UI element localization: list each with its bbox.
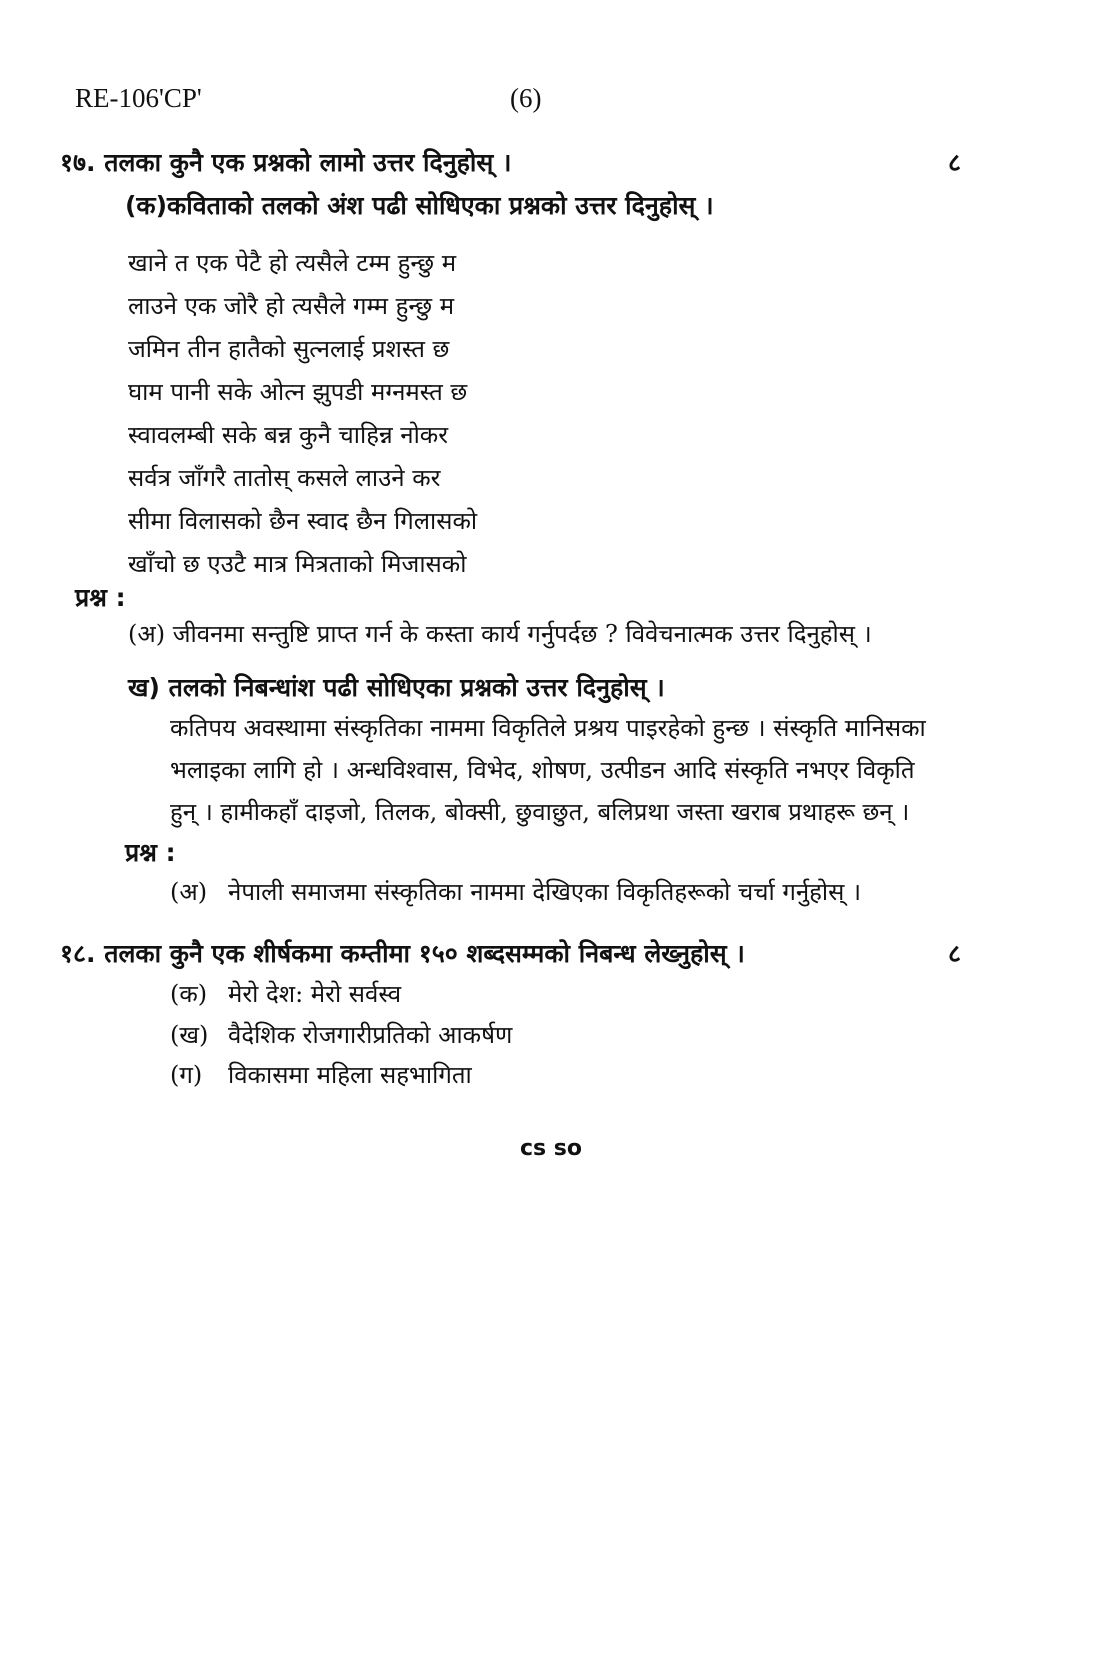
kha-question: नेपाली समाजमा संस्कृतिका नाममा देखिएका विकृतिहरूको चर्चा गर्नुहोस् । xyxy=(228,878,862,906)
poem-line: खाने त एक पेटै हो त्यसैले टम्म हुन्छु म xyxy=(128,249,457,277)
poem-line: जमिन तीन हातैको सुत्नलाई प्रशस्त छ xyxy=(128,335,450,363)
poem-stanza xyxy=(128,242,477,586)
option-marker: (ख) xyxy=(170,1021,209,1049)
passage-line: हुन् । हामीकहाँ दाइजो, तिलक, बोक्सी, छुवाछुत, बलिप्रथा जस्ता खराब प्रथाहरू छन् । xyxy=(170,798,910,826)
option-marker: (क) xyxy=(170,980,208,1008)
paper-code: RE-106'CP' xyxy=(75,83,202,113)
q17-ka-question: (अ) जीवनमा सन्तुष्टि प्राप्त गर्न के कस्ता कार्य गर्नुपर्दछ ? विवेचनात्मक उत्तर दिनुहोस् । xyxy=(128,620,872,648)
poem-line: लाउने एक जोरै हो त्यसैले गम्म हुन्छु म xyxy=(128,292,455,320)
option-text: वैदेशिक रोजगारीप्रतिको आकर्षण xyxy=(228,1021,513,1049)
poem-line: सर्वत्र जाँगरै तातोस् कसले लाउने कर xyxy=(128,464,441,492)
option-text: मेरो देश: मेरो सर्वस्व xyxy=(228,980,402,1008)
poem-line: स्वावलम्बी सके बन्न कुनै चाहिन्न नोकर xyxy=(128,421,449,449)
q17-title: १७. तलका कुनै एक प्रश्नको लामो उत्तर दिनुहोस् । xyxy=(60,148,512,177)
poem-line: घाम पानी सके ओत्न झुपडी मग्नमस्त छ xyxy=(128,378,468,406)
kha-passage xyxy=(170,707,926,833)
q18-title: १८. तलका कुनै एक शीर्षकमा कम्तीमा १५० शब्दसम्मको निबन्ध लेख्नुहोस् । xyxy=(60,939,745,968)
end-mark: cs so xyxy=(520,1136,583,1161)
passage-line: कतिपय अवस्थामा संस्कृतिका नाममा विकृतिले प्रश्रय पाइरहेको हुन्छ । संस्कृति मानिसका xyxy=(170,714,926,742)
poem-line: सीमा विलासको छैन स्वाद छैन गिलासको xyxy=(128,507,478,535)
q17-marks: ८ xyxy=(948,148,962,177)
option-text: विकासमा महिला सहभागिता xyxy=(228,1061,472,1089)
kha-question-marker: (अ) xyxy=(170,878,208,906)
q17-ka-heading: (क)कविताको तलको अंश पढी सोधिएका प्रश्नको उत्तर दिनुहोस् । xyxy=(125,191,714,220)
q17-kha-heading: ख) तलको निबन्धांश पढी सोधिएका प्रश्नको उत्तर दिनुहोस् । xyxy=(128,673,665,702)
poem-line: खाँचो छ एउटै मात्र मित्रताको मिजासको xyxy=(128,550,467,578)
option-marker: (ग) xyxy=(170,1061,203,1089)
passage-line: भलाइका लागि हो । अन्धविश्वास, विभेद, शोषण, उत्पीडन आदि संस्कृति नभएर विकृति xyxy=(170,756,915,784)
page-number: (6) xyxy=(510,83,542,113)
q18-marks: ८ xyxy=(948,939,962,968)
prashna-label: प्रश्न : xyxy=(75,583,126,612)
kha-prashna-label: प्रश्न : xyxy=(125,838,176,867)
